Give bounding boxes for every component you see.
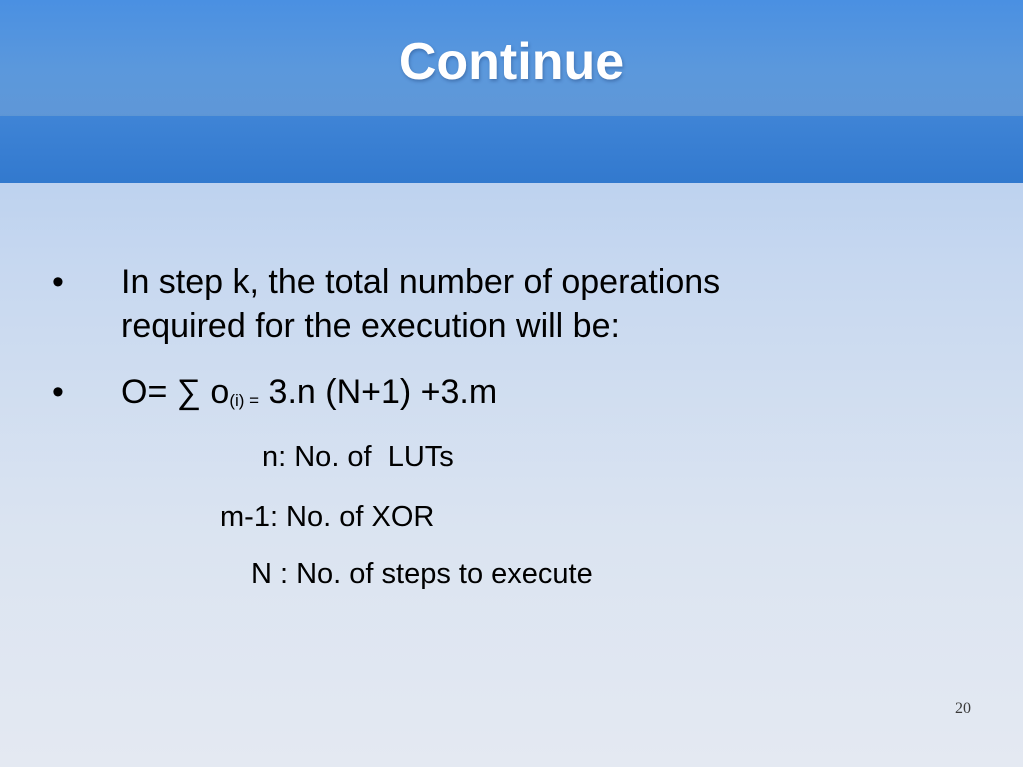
formula-lhs: O= ∑ o bbox=[121, 373, 230, 411]
bullet-marker: • bbox=[52, 263, 64, 301]
title-banner-bottom bbox=[0, 116, 1023, 183]
formula-rhs: 3.n (N+1) +3.m bbox=[259, 373, 498, 411]
formula-subscript: (i) = bbox=[229, 391, 260, 410]
definition-N: N : No. of steps to execute bbox=[251, 558, 593, 590]
operations-formula bbox=[121, 370, 497, 423]
bullet-1-line-2: required for the execution will be: bbox=[121, 307, 620, 345]
bullet-1-line-1: In step k, the total number of operations bbox=[121, 263, 721, 301]
definition-m: m-1: No. of XOR bbox=[220, 501, 435, 533]
title-banner bbox=[0, 0, 1023, 183]
definition-n: n: No. of LUTs bbox=[262, 441, 454, 473]
page-number: 20 bbox=[955, 700, 971, 717]
slide-title: Continue bbox=[398, 33, 625, 91]
bullet-marker: • bbox=[52, 373, 64, 411]
